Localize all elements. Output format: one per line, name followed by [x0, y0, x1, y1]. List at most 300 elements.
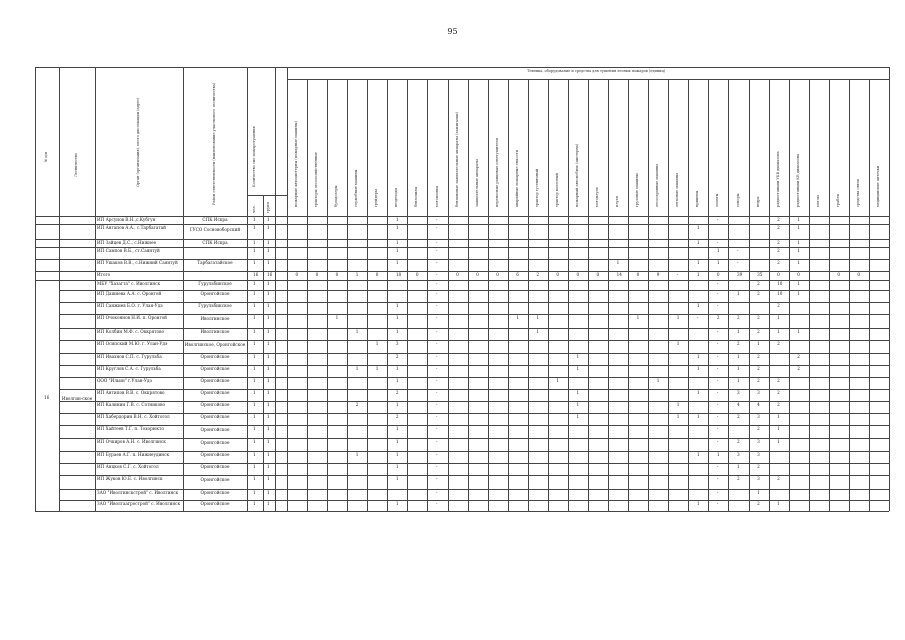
row-equipment-value: 2 — [777, 247, 780, 253]
row-responsibility-area: Иволгинское — [200, 329, 230, 334]
row-organization: ИП Санжиев Б.О. г. Улан-Удэ — [97, 303, 163, 308]
header-equipment-11: переносные ранцевые огнетушители — [494, 138, 499, 207]
header-equipment-25: радиостанции УКВ диапазона — [775, 151, 780, 207]
row-equipment-value: - — [436, 224, 438, 230]
row-equipment-value: - — [716, 489, 719, 495]
row-equipment-value: 1 — [395, 216, 399, 222]
row-equipment-value: 2 — [737, 340, 740, 346]
row-equipment-value: 0 — [415, 271, 419, 277]
row-organization: ИП Антипов В.В. с. Оккрятово — [97, 390, 165, 395]
row-organization: ИП Очкиров А.Н. с. Иволгинск — [97, 439, 166, 444]
row-equipment-value: 39 — [737, 271, 743, 277]
row-equipment-value: 1 — [656, 377, 660, 383]
header-equipment-title: Техника, оборудование и средства для тушения лесных пожаров (единиц) — [527, 69, 666, 73]
table-rule-vertical — [749, 79, 750, 511]
row-equipment-value: 1 — [395, 247, 399, 253]
row-equipment-value: - — [676, 271, 679, 277]
row-equipment-value: 0 — [636, 271, 640, 277]
row-equipment-value: 1 — [716, 451, 720, 457]
row-equipment-value: 9 — [656, 271, 660, 277]
row-equipment-value: - — [436, 365, 438, 371]
row-equipment-value: 2 — [395, 353, 399, 359]
row-equipment-value: 2 — [777, 377, 780, 383]
row-equipment-value: 10 — [777, 290, 783, 296]
row-groups: 1 — [267, 280, 270, 286]
row-equipment-value: 1 — [737, 463, 740, 469]
row-equipment-value: 1 — [576, 389, 580, 395]
row-equipment-value: 0 — [496, 271, 499, 277]
header-groups: групп — [266, 202, 270, 213]
table-rule-vertical — [789, 79, 790, 511]
row-responsibility-area: Оронгойское — [200, 414, 230, 419]
row-equipment-value: - — [436, 451, 438, 457]
row-responsibility-area: Оронгойское — [200, 464, 230, 469]
row-organization: ИП Ушаков В.В., с.Нижний Саянтуй — [97, 260, 178, 265]
row-equipment-value: 1 — [696, 413, 700, 419]
row-organization: ИП Жуков Ю.Е. с. Иволгинск — [97, 476, 163, 481]
header-equipment-12: аварийные пожарные емкости — [514, 150, 519, 207]
row-people: 1 — [253, 425, 256, 431]
header-responsibility-area: Район ответственности (наименование участкового лесничества) — [212, 82, 216, 205]
row-organization: ИП Хабердорин В.Н. с. Хойтогол — [97, 414, 170, 419]
row-equipment-value: 1 — [395, 438, 399, 444]
forest-fire-resources-table — [35, 67, 889, 570]
row-equipment-value: - — [436, 290, 438, 296]
row-equipment-value: 2 — [797, 365, 800, 371]
row-equipment-value: 1 — [676, 413, 680, 419]
row-equipment-value: 2 — [757, 463, 760, 469]
row-groups: 1 — [267, 475, 270, 481]
row-equipment-value: 0 — [857, 271, 861, 277]
row-equipment-value: 1 — [395, 239, 399, 245]
table-rule-vertical — [407, 79, 408, 511]
row-organization: ИП Хайтеев Т.Г. п. Тохорюкто — [97, 426, 164, 431]
header-equipment-28: грабли — [835, 194, 840, 207]
row-equipment-value: - — [436, 340, 438, 346]
table-rule-vertical — [548, 79, 549, 511]
row-equipment-value: 1 — [737, 377, 740, 383]
row-equipment-value: 1 — [737, 290, 740, 296]
row-groups: 1 — [267, 224, 270, 230]
row-equipment-value: 2 — [797, 353, 800, 359]
header-organization: Орган (организация), место дислокации (адрес) — [136, 97, 140, 187]
row-equipment-value: - — [436, 438, 438, 444]
row-equipment-value: 1 — [375, 340, 379, 346]
row-organization: ИП Очоконнов Н.И. п. Оронгой — [97, 315, 167, 320]
row-people: 1 — [253, 216, 256, 222]
table-rule-horizontal — [35, 511, 889, 512]
row-equipment-value: 1 — [395, 500, 399, 506]
row-organization: ЗАО "Иволгинскстрой" с. Иволгинск — [97, 490, 179, 495]
row-equipment-value: - — [716, 328, 719, 334]
row-equipment-value: 1 — [696, 365, 700, 371]
row-equipment-value: 1 — [576, 413, 580, 419]
row-organization: ИП Ивахнов С.П. с. Гурульба — [97, 354, 162, 359]
header-equipment-27: метлы — [815, 195, 820, 207]
row-equipment-value: - — [436, 259, 438, 265]
row-equipment-value: 3 — [757, 475, 760, 481]
row-equipment-value: 2 — [757, 328, 760, 334]
row-people: 1 — [253, 377, 256, 383]
header-equipment-2: тракторы лесохозяйственные — [314, 152, 319, 207]
row-equipment-value: - — [716, 280, 719, 286]
table-rule-vertical — [287, 67, 288, 511]
row-equipment-value: 1 — [536, 314, 539, 320]
table-rule-horizontal — [35, 280, 59, 281]
row-equipment-value: 2 — [757, 290, 760, 296]
row-equipment-value: 18 — [395, 271, 402, 277]
table-rule-horizontal — [247, 195, 287, 196]
row-equipment-value: - — [716, 302, 719, 308]
row-equipment-value: - — [716, 290, 719, 296]
table-rule-vertical — [829, 79, 830, 511]
row-equipment-value: 1 — [696, 451, 700, 457]
row-equipment-value: 0 — [315, 271, 319, 277]
row-equipment-value: 2 — [737, 413, 740, 419]
row-equipment-value: 2 — [777, 389, 780, 395]
row-people: 1 — [253, 239, 256, 245]
row-equipment-value: - — [716, 239, 719, 245]
row-equipment-value: 1 — [696, 302, 700, 308]
table-rule-horizontal — [35, 67, 889, 68]
row-equipment-value: 0 — [797, 271, 800, 277]
row-equipment-value: 3 — [757, 413, 760, 419]
row-equipment-value: 1 — [576, 365, 580, 371]
row-responsibility-area: Иволгинское — [200, 316, 230, 321]
row-equipment-value: - — [436, 401, 438, 407]
row-equipment-value: 1 — [576, 353, 580, 359]
row-equipment-value: 2 — [737, 438, 740, 444]
row-equipment-value: 2 — [395, 413, 399, 419]
row-equipment-value: - — [436, 425, 438, 431]
row-equipment-value: 2 — [757, 500, 760, 506]
header-equipment-30: медицинские аптечки — [875, 165, 880, 207]
row-equipment-value: 14 — [616, 271, 622, 277]
header-equipment-19: лесоохранные машины — [655, 164, 660, 207]
table-rule-vertical — [448, 79, 449, 511]
row-equipment-value: - — [716, 377, 719, 383]
row-equipment-value: 1 — [797, 216, 800, 222]
row-equipment-value: 1 — [696, 224, 700, 230]
row-equipment-value: - — [716, 438, 719, 444]
row-equipment-value: 35 — [757, 271, 763, 277]
row-people: 1 — [253, 340, 256, 346]
table-rule-vertical — [588, 79, 589, 511]
row-people: 1 — [253, 302, 256, 308]
row-responsibility-area: СПК Искра — [202, 217, 228, 222]
row-equipment-value: 3 — [395, 340, 399, 346]
row-people: 1 — [253, 489, 256, 495]
row-equipment-value: 1 — [696, 500, 700, 506]
row-equipment-value: 1 — [395, 451, 399, 457]
row-groups: 1 — [267, 463, 270, 469]
row-equipment-value: 2 — [355, 401, 359, 407]
row-responsibility-area: Оронгойское — [200, 390, 230, 395]
row-equipment-value: - — [436, 271, 438, 277]
row-people: 1 — [253, 438, 256, 444]
row-equipment-value: - — [436, 353, 438, 359]
header-equipment-8: мотопомпы — [434, 185, 439, 207]
header-equipment-1: пожарные автоцистерны (пожарные машины) — [294, 121, 299, 207]
row-equipment-value: 2 — [757, 353, 760, 359]
row-equipment-value: 2 — [777, 340, 780, 346]
row-equipment-value: 1 — [757, 489, 760, 495]
table-rule-vertical — [367, 79, 368, 511]
header-number: № п/п — [44, 151, 48, 162]
row-people: 1 — [253, 389, 256, 395]
row-equipment-value: 10 — [777, 280, 783, 286]
row-equipment-value: - — [436, 314, 438, 320]
row-equipment-value: 2 — [777, 302, 780, 308]
row-equipment-value: 1 — [777, 314, 780, 320]
row-groups: 1 — [267, 216, 270, 222]
row-equipment-value: 1 — [395, 224, 399, 230]
row-responsibility-area: Оронгойское — [200, 452, 230, 457]
table-rule-vertical — [889, 67, 890, 511]
row-equipment-value: 1 — [395, 475, 399, 481]
row-organization: ИП Анцков С.Г. с. Хойтогол — [97, 464, 159, 469]
header-equipment-6: вездеходы — [394, 187, 399, 207]
row-groups: 1 — [267, 247, 270, 253]
row-groups: 1 — [267, 290, 270, 296]
row-equipment-value: - — [716, 353, 719, 359]
row-equipment-value: 0 — [596, 271, 600, 277]
row-groups: 1 — [267, 389, 270, 395]
table-rule-vertical — [568, 79, 569, 511]
row-equipment-value: 2 — [757, 425, 760, 431]
row-equipment-value: - — [716, 389, 719, 395]
row-people: 1 — [253, 353, 256, 359]
row-equipment-value: 0 — [335, 271, 339, 277]
row-groups: 16 — [267, 271, 273, 277]
row-groups: 1 — [267, 259, 270, 265]
row-equipment-value: 1 — [797, 259, 800, 265]
row-responsibility-area: СПК Искра — [202, 240, 228, 245]
row-equipment-value: 1 — [395, 314, 399, 320]
row-responsibility-area: Оронгойское — [200, 426, 230, 432]
row-responsibility-area: ГУСО Сосновоборский — [189, 226, 241, 232]
row-people: 1 — [253, 451, 256, 457]
row-responsibility-area: Оронгойское — [200, 477, 230, 482]
table-rule-vertical — [247, 67, 248, 511]
row-organization: ИП Осипский М.Ю. г. Улан-Удэ — [97, 341, 168, 346]
row-people: 1 — [253, 500, 256, 506]
row-equipment-value: 2 — [395, 389, 399, 395]
row-groups: 1 — [267, 365, 270, 371]
header-equipment-17: плуги — [615, 196, 620, 207]
row-equipment-value: 1 — [797, 328, 800, 334]
row-equipment-value: 1 — [797, 239, 800, 245]
row-equipment-value: - — [737, 247, 739, 253]
row-groups: 1 — [267, 302, 270, 308]
row-people: 1 — [253, 224, 256, 230]
row-equipment-value: 1 — [737, 353, 740, 359]
row-responsibility-area: Оронгойское — [200, 366, 230, 371]
row-equipment-value: - — [716, 401, 719, 407]
row-equipment-value: 2 — [777, 239, 780, 245]
table-rule-vertical — [59, 67, 60, 511]
row-equipment-value: 1 — [536, 328, 539, 334]
row-equipment-value: - — [436, 413, 438, 419]
row-equipment-value: 1 — [696, 389, 700, 395]
row-equipment-value: 2 — [777, 224, 780, 230]
header-equipment-23: топоры — [735, 193, 740, 207]
table-rule-vertical — [708, 79, 709, 511]
header-equipment-10: зажигательные аппараты — [474, 159, 479, 207]
row-people: 1 — [253, 314, 256, 320]
row-equipment-value: 2 — [757, 377, 760, 383]
row-equipment-value: - — [716, 425, 719, 431]
row-organization: ИП Дашиева А.А. с. Оронгой — [97, 291, 162, 296]
row-organization: Итого — [97, 272, 111, 277]
row-equipment-value: - — [737, 259, 739, 265]
row-equipment-value: - — [436, 463, 438, 469]
row-equipment-value: 2 — [536, 271, 539, 277]
row-equipment-value: 1 — [636, 314, 640, 320]
table-rule-vertical — [488, 79, 489, 511]
row-equipment-value: 1 — [676, 401, 680, 407]
header-equipment-21: прицепы — [695, 190, 700, 207]
row-people: 1 — [253, 328, 256, 334]
row-equipment-value: 1 — [777, 328, 780, 334]
row-equipment-value: 0 — [716, 271, 720, 277]
row-equipment-value: - — [716, 340, 719, 346]
header-district: Лесничество — [74, 153, 78, 177]
row-equipment-value: 3 — [757, 451, 760, 457]
row-responsibility-area: Оронгойское — [200, 354, 230, 359]
row-equipment-value: 1 — [395, 425, 399, 431]
row-equipment-value: - — [436, 328, 438, 334]
row-equipment-value: - — [436, 247, 438, 253]
row-equipment-value: 1 — [696, 239, 700, 245]
row-equipment-value: 1 — [395, 365, 399, 371]
row-responsibility-area: Оронгойское — [200, 439, 230, 445]
table-rule-vertical — [869, 79, 870, 511]
row-equipment-value: 1 — [797, 247, 800, 253]
table-rule-vertical — [275, 67, 276, 511]
header-equipment-15: пожарный автомобиль (цистерна) — [574, 143, 579, 207]
row-equipment-value: - — [436, 377, 438, 383]
header-equipment-26: радиостанции КВ диапазона — [795, 153, 800, 207]
table-rule-vertical — [809, 79, 810, 511]
header-equipment-14: трактор колесный — [554, 173, 559, 207]
row-equipment-value: 0 — [556, 271, 560, 277]
row-responsibility-area: Оронгойское — [200, 501, 230, 506]
row-equipment-value: 1 — [696, 259, 700, 265]
row-organization: ИП Калинин Г.В. с. Сотниково — [97, 402, 166, 407]
row-responsibility-area: Гурульбинское — [198, 281, 232, 286]
row-equipment-value: 1 — [616, 259, 620, 265]
row-people: 1 — [253, 280, 256, 286]
table-rule-vertical — [628, 79, 629, 511]
row-equipment-value: 1 — [355, 328, 359, 334]
row-equipment-value: 1 — [676, 340, 680, 346]
row-equipment-value: 1 — [355, 271, 359, 277]
row-equipment-value: 1 — [737, 328, 740, 334]
row-equipment-value: - — [436, 475, 438, 481]
row-equipment-value: 1 — [757, 340, 760, 346]
row-equipment-value: 0 — [476, 271, 479, 277]
row-people: 1 — [253, 401, 256, 407]
row-responsibility-area: Иволгинское, Оронгойское — [184, 341, 246, 347]
row-equipment-value: - — [436, 500, 438, 506]
row-equipment-value: 3 — [737, 389, 740, 395]
row-groups: 1 — [267, 500, 270, 506]
table-rule-vertical — [427, 79, 428, 511]
header-equipment-3: бульдозеры — [334, 185, 339, 207]
header-equipment-22: лопаты — [715, 193, 720, 207]
row-equipment-value: 3 — [757, 438, 760, 444]
table-rule-vertical — [95, 67, 96, 511]
row-people: 1 — [253, 463, 256, 469]
header-staff-count: Количество сил пожаротушения — [252, 126, 256, 187]
table-rule-vertical — [307, 79, 308, 511]
row-equipment-value: 1 — [576, 401, 580, 407]
row-people: 1 — [253, 475, 256, 481]
row-equipment-value: 0 — [777, 271, 780, 277]
row-equipment-value: 0 — [576, 271, 580, 277]
row-groups: 1 — [267, 451, 270, 457]
row-equipment-value: 1 — [676, 314, 680, 320]
row-equipment-value: 1 — [777, 425, 780, 431]
header-equipment-20: легковые машины — [675, 173, 680, 207]
header-equipment-4: служебные машины — [354, 169, 359, 207]
row-groups: 1 — [267, 413, 270, 419]
row-organization: ИП Сампов В.Б., ст.Саянтуй — [97, 248, 160, 253]
row-equipment-value: - — [716, 413, 719, 419]
row-equipment-value: 2 — [757, 365, 760, 371]
row-equipment-value: - — [716, 463, 719, 469]
row-equipment-value: 1 — [395, 259, 399, 265]
row-equipment-value: - — [716, 475, 719, 481]
header-people: чел. — [252, 205, 256, 213]
row-equipment-value: 0 — [837, 271, 840, 277]
row-equipment-value: - — [696, 314, 699, 320]
row-responsibility-area: Оронгойское — [200, 291, 230, 296]
row-equipment-value: - — [436, 302, 438, 308]
row-equipment-value: - — [436, 280, 438, 286]
row-equipment-value: 1 — [395, 302, 399, 308]
table-rule-vertical — [608, 79, 609, 511]
row-groups: 1 — [267, 314, 270, 320]
row-equipment-value: 1 — [395, 401, 399, 407]
row-equipment-value: 1 — [777, 500, 780, 506]
row-equipment-value: 1 — [696, 353, 700, 359]
row-groups: 1 — [267, 328, 270, 334]
row-people: 1 — [253, 290, 256, 296]
row-equipment-value: 2 — [757, 314, 760, 320]
row-equipment-value: - — [436, 489, 438, 495]
table-rule-vertical — [508, 79, 509, 511]
row-equipment-value: 2 — [737, 314, 740, 320]
table-rule-vertical — [728, 79, 729, 511]
row-organization: ИП Бураев А.Г. п. Нижнеудинск — [97, 452, 170, 457]
row-equipment-value: - — [436, 389, 438, 395]
row-equipment-value: 2 — [777, 216, 780, 222]
row-groups: 1 — [267, 239, 270, 245]
row-groups: 1 — [267, 340, 270, 346]
row-responsibility-area: Оронгойское — [200, 378, 230, 383]
row-equipment-value: 1 — [797, 280, 800, 286]
row-equipment-value: 1 — [797, 290, 800, 296]
row-groups: 1 — [267, 425, 270, 431]
row-equipment-value: 3 — [737, 451, 740, 457]
table-rule-vertical — [648, 79, 649, 511]
header-equipment-9: бензиновые зажигательные аппараты (зажигалки) — [454, 112, 459, 207]
header-equipment-5: грейдеры — [374, 189, 379, 207]
table-rule-vertical — [769, 79, 770, 511]
table-rule-vertical — [849, 79, 850, 511]
